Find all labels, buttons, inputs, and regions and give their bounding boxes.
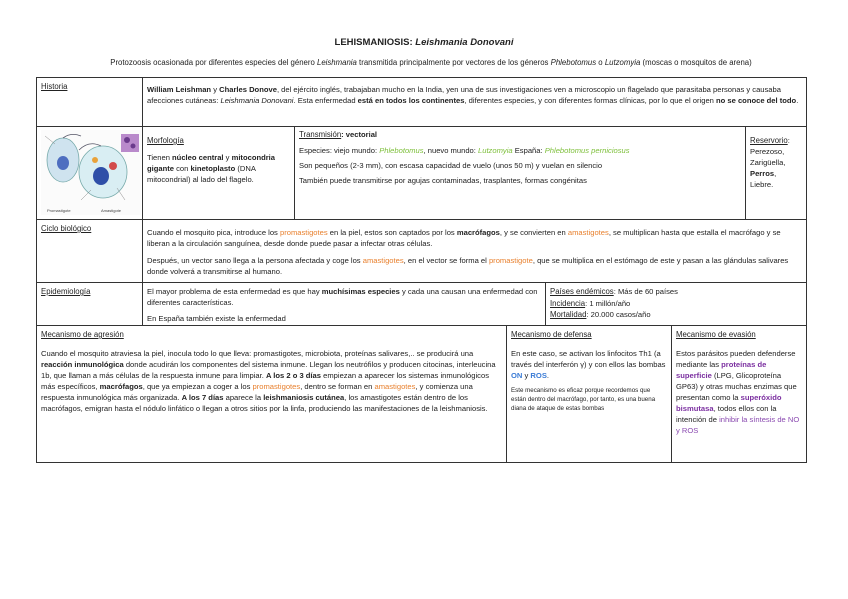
page-subtitle: Protozoosis ocasionada por diferentes especies del género Leishmania transmitida principalmente por vectores de los géneros Phlebotomus o Lutzomyia (moscas o mosquitos de arena) bbox=[110, 58, 752, 67]
ciclo-label: Ciclo biológico bbox=[41, 224, 92, 233]
historia-label-cell bbox=[36, 77, 143, 127]
evasion-cell: Mecanismo de evasión Estos parásitos pueden defenderse mediante las proteínas de superficie (LPG, Glicoproteína GP63) y otras muchas enzimas que presentan como la superóxido bismutasa, todos ellos con la intención de inhibir la síntesis de NO y ROS bbox=[671, 325, 807, 463]
evasion-label: Mecanismo de evasión bbox=[676, 330, 756, 339]
ciclo-text-cell: Cuando el mosquito pica, introduce los promastigotes en la piel, estos son captados por los macrófagos, y se convierten en amastigotes, se multiplican hasta que estalla el macrófago y se liberan a la circulación sanguínea, desde donde puede pasar a infectar otras células. Después, un vector sano llega a la persona afectada y coge los amastigotes, en el vector se forma el promastigote, que se multiplica en el estómago de este y pasan a las glándulas salivares donde volverá a transmitirse al humano. bbox=[142, 219, 807, 283]
epidemiologia-text-cell: El mayor problema de esta enfermedad es que hay muchísimas especies y cada una causan una enfermedad con diferentes características. En España también existe la enfermedad bbox=[142, 282, 546, 326]
agresion-cell: Mecanismo de agresión Cuando el mosquito atraviesa la piel, inocula todo lo que lleva: promastigotes, microbiota, proteínas salivares,.. se producirá una reacción inmunológica donde acudirán los componentes del sistema inmune. Llegan los neutrófilos y producen citocinas, interleucina 1b, que llaman a más células de la respuesta inmune para limpiar. A los 2 o 3 días empiezan a aparecer los sistemas inmunológicos más específicos, macrófagos, que ya empiezan a coger a los promastigotes, dentro se forman en amastigotes, y comienza una respuesta inmunológica más organizada. A los 7 días aparece la leishmaniosis cutánea, los amastigotes están dentro de los macrófagos, emigran hasta el nódulo linfático o llegan a otros sitios por la linfa, produciendo las manifestaciones de la leishmaniosis. bbox=[36, 325, 507, 463]
image-caption-amastigote: Amastigote bbox=[101, 208, 122, 213]
image-caption-promastigote: Promastigote bbox=[47, 208, 71, 213]
leishmania-diagram-image bbox=[41, 130, 141, 215]
defensa-cell: Mecanismo de defensa En este caso, se activan los linfocitos Th1 (a través del interferón γ) y con ellos las bombas ON y ROS. Este mecanismo es eficaz porque recordemos que están dentro del macrófago, por tanto, es una buena diana de ataque de estas bombas bbox=[506, 325, 672, 463]
reservorio-cell: Reservorio: Perezoso, Zarigüella, Perros, Liebre. bbox=[745, 126, 807, 220]
morfologia-label: Morfología bbox=[147, 136, 184, 145]
morfologia-text-cell: Morfología Tienen núcleo central y mitocondria gigante con kinetoplasto (DNA mitocondrial) al lado del flagelo. bbox=[142, 126, 295, 220]
epidemiologia-label: Epidemiología bbox=[41, 287, 91, 296]
ciclo-label-cell bbox=[36, 219, 143, 283]
page-title: LEHISMANIOSIS: Leishmania Donovani bbox=[334, 37, 514, 48]
epidemiologia-label-cell bbox=[36, 282, 143, 326]
transmision-label: Transmisión bbox=[299, 130, 342, 139]
epidemiologia-stats-cell: Países endémicos: Más de 60 países Incidencia: 1 millón/año Mortalidad: 20.000 casos/año bbox=[545, 282, 807, 326]
historia-label: Historia bbox=[41, 82, 68, 91]
historia-text-cell: William Leishman y Charles Donove, del ejército inglés, trabajaban mucho en la India, yen una de sus investigaciones ven a microscopio un flagelado que parasitaba personas y causaba afecciones cutáneas: Leishmania Donovani. Esta enfermedad está en todos los continentes, diferentes especies, y con diferentes formas clínicas, por lo que el origen no se conoce del todo. bbox=[142, 77, 807, 127]
transmision-cell: Transmisión: vectorial Especies: viejo mundo: Phlebotomus, nuevo mundo: Lutzomyia España: Phlebotomus perniciosus Son pequeños (2-3 mm), con escasa capacidad de vuelo (unos 50 m) y vuelan en silencio También puede transmitirse por agujas contaminadas, trasplantes, formas congénitas bbox=[294, 126, 746, 220]
reservorio-label: Reservorio bbox=[750, 136, 788, 145]
agresion-label: Mecanismo de agresión bbox=[41, 330, 124, 339]
defensa-label: Mecanismo de defensa bbox=[511, 330, 592, 339]
